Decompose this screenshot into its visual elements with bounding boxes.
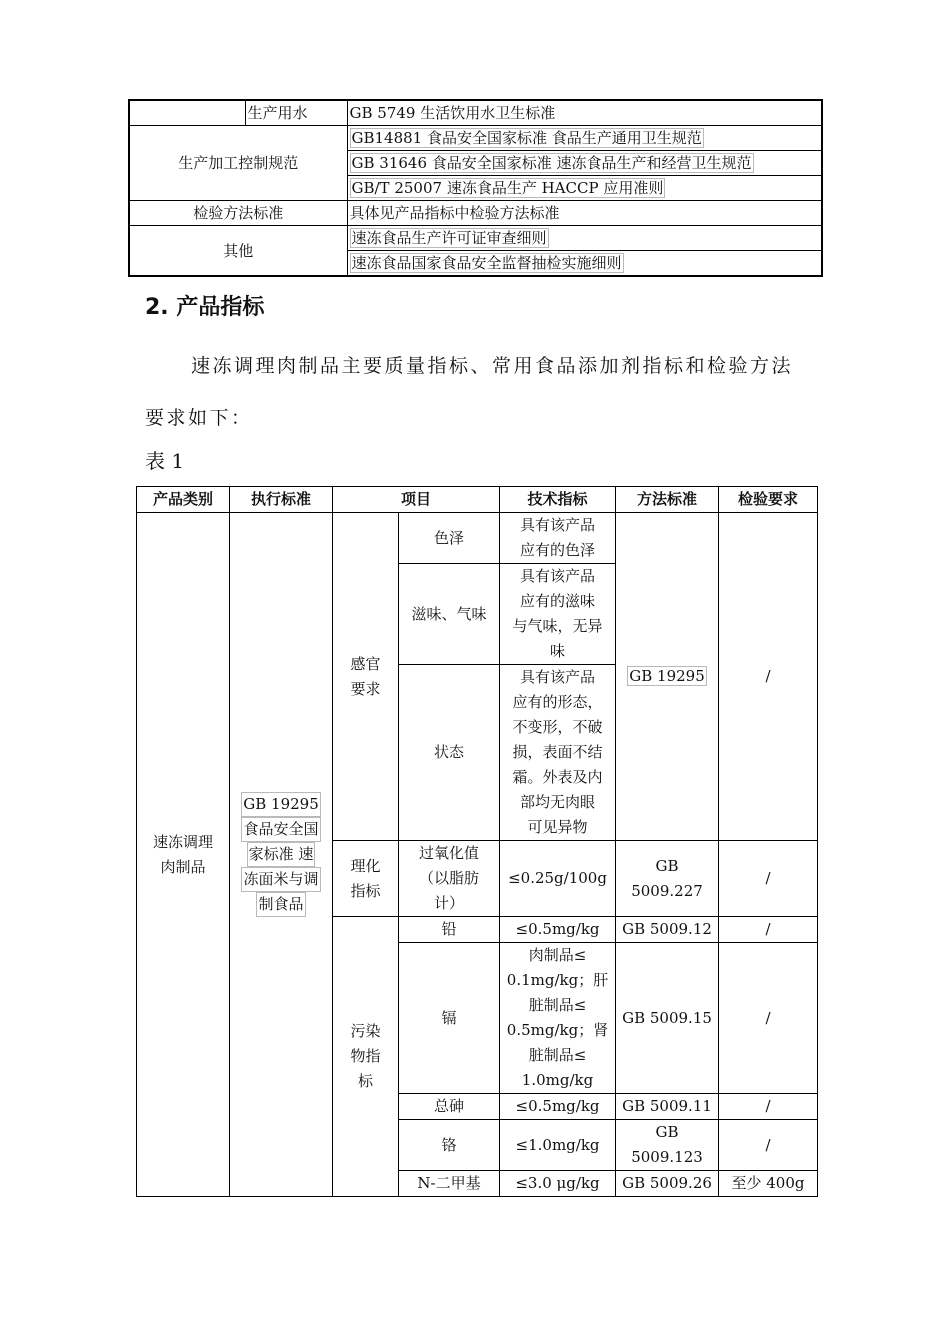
table-cell-text: GB/T 25007 速冻食品生产 HACCP 应用准则	[351, 179, 664, 197]
column-header: 检验要求	[719, 487, 818, 513]
product-spec-table	[136, 486, 818, 1197]
method-cell	[616, 1120, 719, 1171]
table-cell	[347, 176, 822, 201]
table-cell: 生产用水	[245, 100, 347, 126]
spec-line: 可见异物	[527, 818, 588, 836]
item-name: 铬	[399, 1120, 500, 1171]
method-cell: GB 5009.12	[616, 917, 719, 943]
column-header: 技术指标	[500, 487, 616, 513]
std-line: 冻面米与调	[241, 867, 320, 892]
standards-table	[128, 99, 823, 277]
requirement-cell: /	[719, 1120, 818, 1171]
spec-cell: ≤1.0mg/kg	[500, 1120, 616, 1171]
table-row	[129, 226, 822, 251]
item-line: 过氧化值	[419, 844, 480, 862]
spec-cell: ≤0.25g/100g	[500, 841, 616, 917]
column-header: 执行标准	[230, 487, 333, 513]
spec-line: 0.1mg/kg；肝	[506, 971, 609, 989]
table-row	[129, 126, 822, 151]
table-header-row	[137, 487, 818, 513]
method-line: GB	[655, 1123, 679, 1141]
table-cell: 生产加工控制规范	[129, 126, 347, 201]
requirement-cell: 至少 400g	[719, 1171, 818, 1197]
spec-line: 应有的色泽	[520, 541, 596, 559]
method-cell	[616, 841, 719, 917]
method-line: GB	[655, 856, 679, 875]
table-row	[129, 100, 822, 126]
section-heading: 2. 产品指标	[145, 295, 265, 320]
table-row	[137, 513, 818, 564]
group-cell	[333, 917, 399, 1197]
spec-line: 不变形，不破	[512, 718, 603, 736]
spec-line: 与气味，无异	[512, 617, 603, 635]
std-line: 食品安全国	[241, 817, 320, 842]
requirement-cell: /	[719, 943, 818, 1094]
spec-cell: ≤0.5mg/kg	[500, 917, 616, 943]
spec-line: 0.5mg/kg；肾	[506, 1021, 609, 1039]
group-cell	[333, 513, 399, 841]
method-cell: GB 5009.15	[616, 943, 719, 1094]
column-header: 方法标准	[616, 487, 719, 513]
table-cell	[347, 151, 822, 176]
product-category: 速冻调理肉制品	[152, 832, 213, 876]
method-cell: GB 5009.26	[616, 1171, 719, 1197]
item-name: 状态	[399, 665, 500, 841]
item-name: N-二甲基	[399, 1171, 500, 1197]
table-cell-text: GB14881 食品安全国家标准 食品生产通用卫生规范	[351, 129, 702, 147]
table-cell	[347, 126, 822, 151]
spec-line: 应有的形态，	[512, 693, 603, 711]
requirement-cell: /	[719, 1094, 818, 1120]
table-cell-text: 速冻食品生产许可证审查细则	[351, 229, 547, 247]
execution-standard-cell	[230, 513, 333, 1197]
spec-line: 损，表面不结	[512, 743, 603, 761]
spec-cell: ≤0.5mg/kg	[500, 1094, 616, 1120]
spec-cell: ≤3.0 μg/kg	[500, 1171, 616, 1197]
item-line: （以脂肪	[419, 869, 480, 887]
spec-cell	[500, 564, 616, 665]
spec-line: 具有该产品	[520, 516, 596, 534]
spec-line: 肉制品≤	[528, 946, 587, 964]
item-name: 总砷	[399, 1094, 500, 1120]
spec-line: 部均无肉眼	[520, 793, 596, 811]
item-name: 镉	[399, 943, 500, 1094]
spec-cell	[500, 513, 616, 564]
table-cell-text: GB 31646 食品安全国家标准 速冻食品生产和经营卫生规范	[351, 154, 752, 172]
table-cell	[129, 100, 245, 126]
item-name-cell	[399, 841, 500, 917]
table-cell	[347, 251, 822, 277]
table-cell	[347, 226, 822, 251]
spec-line: 脏制品≤	[528, 996, 587, 1014]
execution-standard	[241, 792, 321, 917]
group-label: 感官要求	[350, 654, 381, 698]
spec-line: 具有该产品	[520, 668, 596, 686]
method-line: 5009.227	[631, 881, 703, 900]
method-cell: GB 5009.11	[616, 1094, 719, 1120]
table-cell: GB 5749 生活饮用水卫生标准	[347, 100, 822, 126]
requirement-cell: /	[719, 917, 818, 943]
spec-line: 霜。外表及内	[512, 768, 603, 786]
group-label: 理化指标	[350, 856, 381, 900]
table-row	[129, 201, 822, 226]
requirement-cell: /	[719, 841, 818, 917]
item-name: 色泽	[399, 513, 500, 564]
column-header: 项目	[333, 487, 500, 513]
spec-line: 脏制品≤	[528, 1046, 587, 1064]
std-line: 家标准 速	[247, 842, 316, 867]
method-cell	[616, 513, 719, 841]
group-label: 污染物指标	[350, 1022, 381, 1090]
table-cell-text: 速冻食品国家食品安全监督抽检实施细则	[351, 254, 622, 272]
method-standard: GB 19295	[629, 667, 705, 685]
spec-line: 1.0mg/kg	[521, 1071, 594, 1089]
spec-line: 应有的滋味	[520, 592, 596, 610]
table-label: 表 1	[145, 449, 185, 473]
item-name: 铅	[399, 917, 500, 943]
method-line: 5009.123	[631, 1148, 703, 1166]
table-cell: 具体见产品指标中检验方法标准	[347, 201, 822, 226]
table-cell: 检验方法标准	[129, 201, 347, 226]
spec-cell	[500, 943, 616, 1094]
spec-cell	[500, 665, 616, 841]
product-category-cell	[137, 513, 230, 1197]
intro-paragraph: 速冻调理肉制品主要质量指标、常用食品添加剂指标和检验方法要求如下：	[145, 355, 794, 429]
spec-line: 味	[550, 642, 566, 660]
item-line: 计）	[434, 894, 465, 912]
spec-line: 具有该产品	[520, 567, 596, 585]
std-line: 制食品	[256, 892, 305, 917]
requirement-cell: /	[719, 513, 818, 841]
group-cell	[333, 841, 399, 917]
table-cell: 其他	[129, 226, 347, 277]
std-line: GB 19295	[241, 792, 321, 817]
column-header: 产品类别	[137, 487, 230, 513]
item-name: 滋味、气味	[399, 564, 500, 665]
